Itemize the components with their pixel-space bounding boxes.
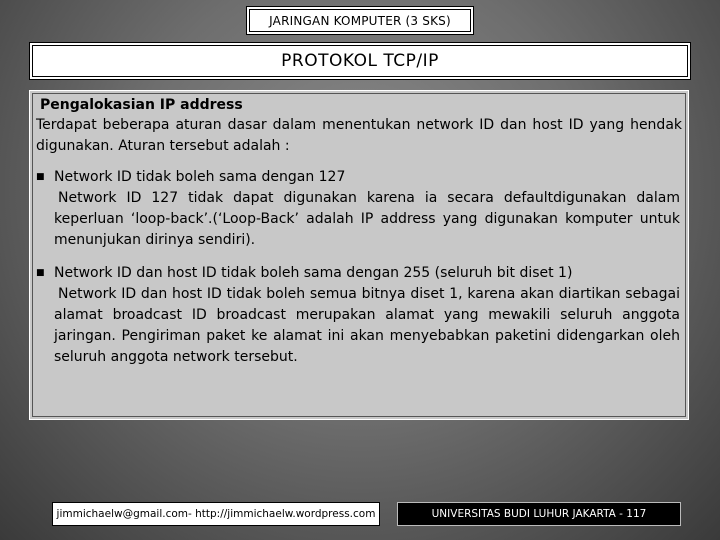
footer-institution-text: UNIVERSITAS BUDI LUHUR JAKARTA - 117 <box>431 508 647 520</box>
rule-title: Network ID dan host ID tidak boleh sama dengan 255 (seluruh bit diset 1) <box>54 265 573 281</box>
list-item-body <box>54 263 682 368</box>
course-text: JARINGAN KOMPUTER (3 SKS) <box>269 13 451 28</box>
slide-title: PROTOKOL TCP/IP <box>281 51 439 71</box>
rule-list <box>36 167 682 368</box>
footer-contact <box>52 502 380 526</box>
list-item-body <box>54 167 682 251</box>
rule-text: Network ID dan host ID tidak boleh semua bitnya diset 1, karena akan diartikan sebagai alamat broadcast ID broadcast merupakan alamat yang mewakili seluruh anggota jaringan. Pengiriman paket ke alamat ini akan menyebabkan paketini didengarkan oleh seluruh anggota network tersebut. <box>54 286 680 365</box>
list-item <box>36 167 682 251</box>
rule-text: Network ID 127 tidak dapat digunakan karena ia secara defaultdigunakan dalam keperluan ‘loop-back’.(‘Loop-Back’ adalah IP address yang digunakan komputer untuk menunjukan dirinya sendiri). <box>54 190 680 248</box>
footer-contact-text: jimmichaelw@gmail.com- http://jimmichaelw.wordpress.com <box>56 508 376 520</box>
footer-institution <box>397 502 681 526</box>
content-panel <box>29 90 689 420</box>
square-bullet-icon: ■ <box>36 172 45 182</box>
section-heading: Pengalokasian IP address <box>40 97 243 113</box>
slide-title-box <box>29 42 691 80</box>
rule-title: Network ID tidak boleh sama dengan 127 <box>54 169 346 185</box>
list-item <box>36 263 682 368</box>
square-bullet-icon: ■ <box>36 268 45 278</box>
intro-paragraph: Terdapat beberapa aturan dasar dalam menentukan network ID dan host ID yang hendak digunakan. Aturan tersebut adalah : <box>36 117 682 154</box>
course-label <box>246 6 474 35</box>
